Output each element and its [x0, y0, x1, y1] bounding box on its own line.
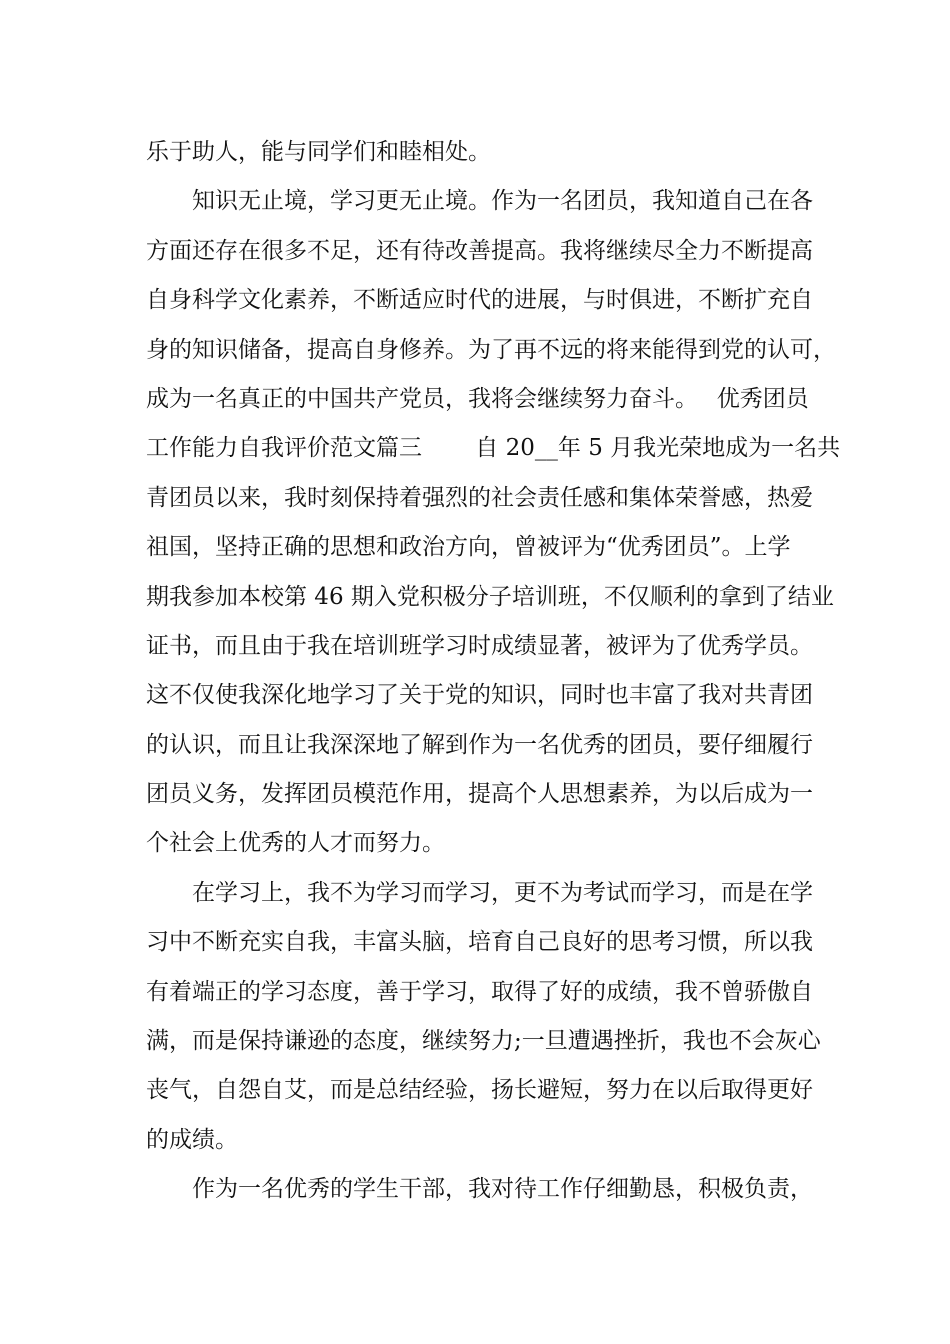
text-line: 习中不断充实自我，丰富头脑，培育自己良好的思考习惯，所以我	[146, 929, 813, 956]
text-line: 的成绩。	[146, 1126, 238, 1153]
text-line: 的认识，而且让我深深地了解到作为一名优秀的团员，要仔细履行	[146, 731, 813, 758]
text-line: 乐于助人，能与同学们和睦相处。	[146, 139, 491, 165]
text-line: 团员义务，发挥团员模范作用，提高个人思想素养，为以后成为一	[146, 781, 813, 808]
document-body	[146, 128, 841, 1215]
text-line: 个社会上优秀的人才而努力。	[146, 830, 445, 857]
paragraph-start-line: 在学习上，我不为学习而学习，更不为考试而学习，而是在学	[192, 879, 813, 906]
text-line: 期我参加本校第 46 期入党积极分子培训班，不仅顺利的拿到了结业	[146, 583, 834, 610]
paragraph-start-line: 知识无止境，学习更无止境。作为一名团员，我知道自己在各	[192, 188, 813, 215]
text-line: 工作能力自我评价范文篇三 自 20__年 5 月我光荣地成为一名共	[146, 435, 841, 462]
paragraph-start-line: 作为一名优秀的学生干部，我对待工作仔细勤恳，积极负责，	[192, 1176, 813, 1203]
text-line: 青团员以来，我时刻保持着强烈的社会责任感和集体荣誉感，热爱	[146, 484, 813, 511]
text-line: 这不仅使我深化地学习了关于党的知识，同时也丰富了我对共青团	[146, 682, 813, 709]
text-line: 成为一名真正的中国共产党员，我将会继续努力奋斗。 优秀团员	[146, 385, 809, 412]
text-line: 满，而是保持谦逊的态度，继续努力;一旦遭遇挫折，我也不会灰心	[146, 1028, 821, 1055]
text-line: 有着端正的学习态度，善于学习，取得了好的成绩，我不曾骄傲自	[146, 978, 813, 1005]
text-line: 证书，而且由于我在培训班学习时成绩显著，被评为了优秀学员。	[146, 632, 813, 659]
text-line: 方面还存在很多不足，还有待改善提高。我将继续尽全力不断提高	[146, 237, 813, 264]
text-line: 自身科学文化素养，不断适应时代的进展，与时俱进，不断扩充自	[146, 287, 813, 314]
text-line: 身的知识储备，提高自身修养。为了再不远的将来能得到党的认可，	[146, 336, 836, 363]
text-line: 祖国，坚持正确的思想和政治方向，曾被评为“优秀团员”。上学	[146, 534, 791, 561]
text-line: 丧气，自怨自艾，而是总结经验，扬长避短，努力在以后取得更好	[146, 1077, 813, 1104]
